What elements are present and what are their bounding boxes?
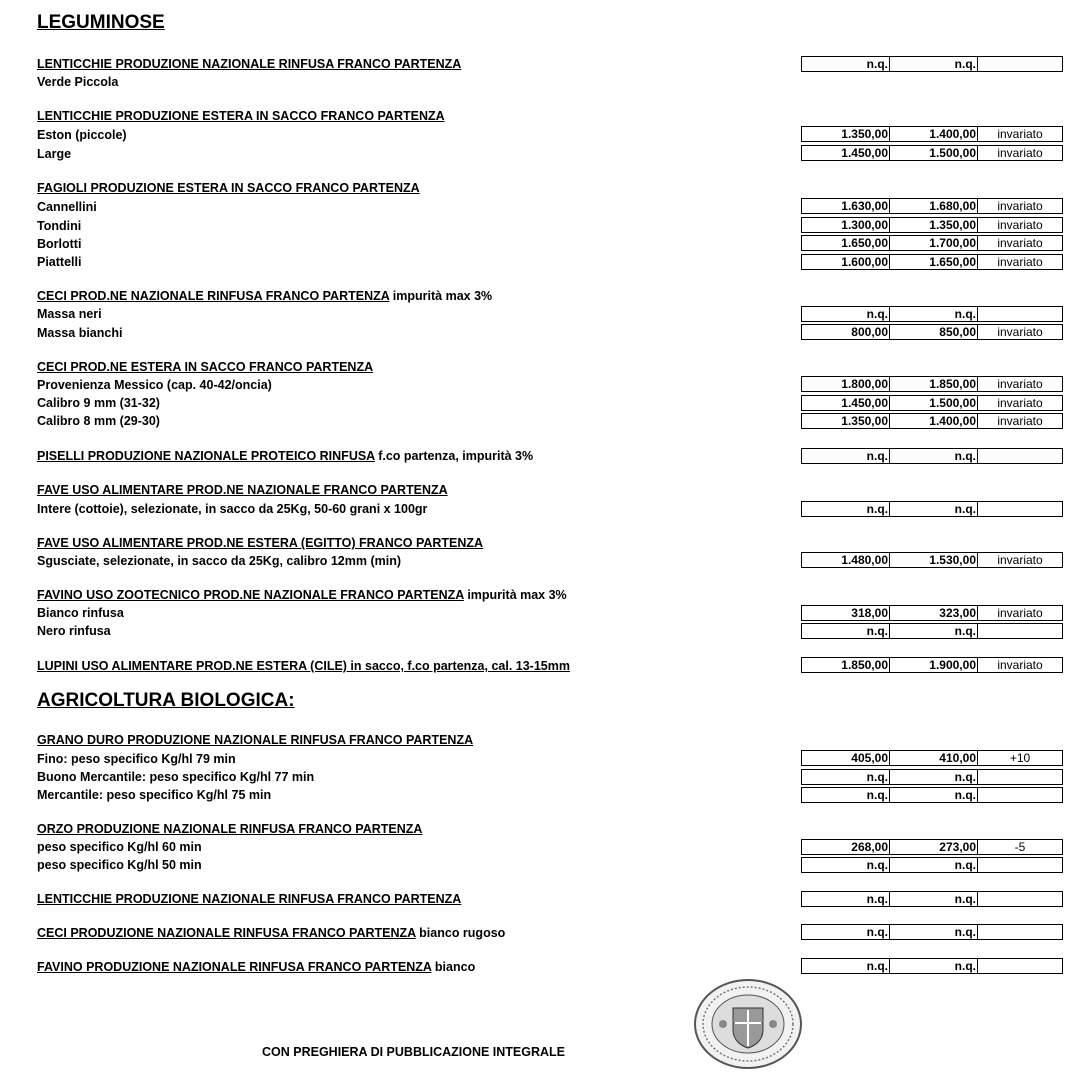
price-variation: invariato <box>997 255 1043 269</box>
price-row <box>801 145 1063 161</box>
price-row <box>801 235 1063 251</box>
section-title: LENTICCHIE PRODUZIONE NAZIONALE RINFUSA FRANCO PARTENZA <box>37 892 462 906</box>
footer-note: CON PREGHIERA DI PUBBLICAZIONE INTEGRALE <box>262 1045 566 1059</box>
row-label: Mercantile: peso specifico Kg/hl 75 min <box>37 788 272 802</box>
price-variation <box>978 858 1062 872</box>
section-title: CECI PRODUZIONE NAZIONALE RINFUSA FRANCO PARTENZA bianco rugoso <box>37 926 506 940</box>
price-variation: -5 <box>1014 840 1026 854</box>
price-min: 1.300,00 <box>802 218 890 232</box>
row-label: Verde Piccola <box>37 75 119 89</box>
price-max: 1.700,00 <box>890 236 978 250</box>
price-min: 1.480,00 <box>802 553 890 567</box>
section-title: LUPINI USO ALIMENTARE PROD.NE ESTERA (CILE) in sacco, f.co partenza, cal. 13-15mm <box>37 659 570 673</box>
price-variation: invariato <box>997 199 1043 213</box>
price-max: n.q. <box>890 57 978 71</box>
price-min: 1.650,00 <box>802 236 890 250</box>
price-min: n.q. <box>802 502 890 516</box>
price-row <box>801 891 1063 907</box>
price-row <box>801 413 1063 429</box>
price-max: 1.650,00 <box>890 255 978 269</box>
price-variation <box>978 502 1062 516</box>
price-max: n.q. <box>890 449 978 463</box>
price-variation <box>978 770 1062 784</box>
price-row <box>801 126 1063 142</box>
section-title: CECI PROD.NE ESTERA IN SACCO FRANCO PARTENZA <box>37 360 374 374</box>
price-row <box>801 198 1063 214</box>
section-title: CECI PROD.NE NAZIONALE RINFUSA FRANCO PARTENZA impurità max 3% <box>37 289 493 303</box>
price-max: n.q. <box>890 858 978 872</box>
price-row <box>801 376 1063 392</box>
price-variation: invariato <box>997 606 1043 620</box>
price-max: n.q. <box>890 624 978 638</box>
price-max: n.q. <box>890 788 978 802</box>
price-row <box>801 657 1063 673</box>
price-max: 1.400,00 <box>890 127 978 141</box>
row-label: Provenienza Messico (cap. 40-42/oncia) <box>37 378 272 392</box>
price-variation <box>978 307 1062 321</box>
section-title: LENTICCHIE PRODUZIONE NAZIONALE RINFUSA FRANCO PARTENZA <box>37 57 462 71</box>
price-row <box>801 448 1063 464</box>
price-min: n.q. <box>802 788 890 802</box>
row-label: Massa bianchi <box>37 326 123 340</box>
price-max: 323,00 <box>890 606 978 620</box>
price-row <box>801 623 1063 639</box>
price-variation <box>978 925 1062 939</box>
price-min: n.q. <box>802 892 890 906</box>
section-title: FAVE USO ALIMENTARE PROD.NE NAZIONALE FRANCO PARTENZA <box>37 483 448 497</box>
price-min: 318,00 <box>802 606 890 620</box>
row-label: peso specifico Kg/hl 60 min <box>37 840 202 854</box>
price-variation <box>978 892 1062 906</box>
price-max: n.q. <box>890 925 978 939</box>
price-max: 1.530,00 <box>890 553 978 567</box>
section-title: FAVINO USO ZOOTECNICO PROD.NE NAZIONALE FRANCO PARTENZA impurità max 3% <box>37 588 567 602</box>
price-min: n.q. <box>802 770 890 784</box>
price-variation: invariato <box>997 325 1043 339</box>
row-label: Intere (cottoie), selezionate, in sacco da 25Kg, 50-60 grani x 100gr <box>37 502 428 516</box>
price-min: 1.800,00 <box>802 377 890 391</box>
price-min: 405,00 <box>802 751 890 765</box>
price-row <box>801 787 1063 803</box>
price-row <box>801 254 1063 270</box>
price-min: 268,00 <box>802 840 890 854</box>
price-row <box>801 552 1063 568</box>
row-label: Cannellini <box>37 200 97 214</box>
price-min: n.q. <box>802 307 890 321</box>
row-label: Sgusciate, selezionate, in sacco da 25Kg, calibro 12mm (min) <box>37 554 402 568</box>
price-row <box>801 750 1063 766</box>
price-max: n.q. <box>890 770 978 784</box>
row-label: Calibro 9 mm (31-32) <box>37 396 160 410</box>
price-min: n.q. <box>802 925 890 939</box>
row-label: Borlotti <box>37 237 82 251</box>
price-row <box>801 769 1063 785</box>
price-max: 1.350,00 <box>890 218 978 232</box>
price-max: 850,00 <box>890 325 978 339</box>
price-max: 1.500,00 <box>890 396 978 410</box>
section-title: GRANO DURO PRODUZIONE NAZIONALE RINFUSA FRANCO PARTENZA <box>37 733 474 747</box>
price-min: 800,00 <box>802 325 890 339</box>
section-title: ORZO PRODUZIONE NAZIONALE RINFUSA FRANCO PARTENZA <box>37 822 423 836</box>
price-max: n.q. <box>890 307 978 321</box>
row-label: Nero rinfusa <box>37 624 111 638</box>
price-row <box>801 306 1063 322</box>
price-row <box>801 924 1063 940</box>
price-variation: invariato <box>997 396 1043 410</box>
row-label: Calibro 8 mm (29-30) <box>37 414 160 428</box>
price-min: 1.350,00 <box>802 127 890 141</box>
price-min: n.q. <box>802 57 890 71</box>
price-max: n.q. <box>890 502 978 516</box>
price-min: 1.600,00 <box>802 255 890 269</box>
row-label: peso specifico Kg/hl 50 min <box>37 858 202 872</box>
price-variation <box>978 959 1062 973</box>
page-title: LEGUMINOSE <box>37 12 165 33</box>
price-variation: invariato <box>997 146 1043 160</box>
section-title: FAVE USO ALIMENTARE PROD.NE ESTERA (EGITTO) FRANCO PARTENZA <box>37 536 484 550</box>
price-min: 1.350,00 <box>802 414 890 428</box>
section-title: PISELLI PRODUZIONE NAZIONALE PROTEICO RINFUSA f.co partenza, impurità 3% <box>37 449 534 463</box>
price-max: 1.400,00 <box>890 414 978 428</box>
price-max: 1.500,00 <box>890 146 978 160</box>
price-max: 1.900,00 <box>890 658 978 672</box>
price-max: 1.680,00 <box>890 199 978 213</box>
price-max: 273,00 <box>890 840 978 854</box>
price-min: 1.850,00 <box>802 658 890 672</box>
price-variation: invariato <box>997 377 1043 391</box>
section-title: FAGIOLI PRODUZIONE ESTERA IN SACCO FRANCO PARTENZA <box>37 181 420 195</box>
section-title: FAVINO PRODUZIONE NAZIONALE RINFUSA FRANCO PARTENZA bianco <box>37 960 476 974</box>
price-row <box>801 839 1063 855</box>
price-min: n.q. <box>802 624 890 638</box>
chamber-of-commerce-seal-icon <box>693 978 803 1075</box>
price-row <box>801 501 1063 517</box>
price-min: n.q. <box>802 449 890 463</box>
price-min: n.q. <box>802 959 890 973</box>
price-variation <box>978 57 1062 71</box>
price-min: 1.630,00 <box>802 199 890 213</box>
price-variation: invariato <box>997 658 1043 672</box>
price-variation: invariato <box>997 218 1043 232</box>
price-variation: invariato <box>997 236 1043 250</box>
row-label: Fino: peso specifico Kg/hl 79 min <box>37 752 236 766</box>
row-label: Bianco rinfusa <box>37 606 124 620</box>
row-label: Buono Mercantile: peso specifico Kg/hl 77 min <box>37 770 315 784</box>
price-row <box>801 324 1063 340</box>
row-label: Tondini <box>37 219 82 233</box>
price-max: 410,00 <box>890 751 978 765</box>
price-variation: invariato <box>997 553 1043 567</box>
price-row <box>801 958 1063 974</box>
price-variation <box>978 624 1062 638</box>
row-label: Large <box>37 147 72 161</box>
bio-title: AGRICOLTURA BIOLOGICA: <box>37 690 295 711</box>
price-max: n.q. <box>890 959 978 973</box>
price-row <box>801 56 1063 72</box>
price-variation <box>978 449 1062 463</box>
price-min: n.q. <box>802 858 890 872</box>
price-variation: invariato <box>997 127 1043 141</box>
row-label: Eston (piccole) <box>37 128 127 142</box>
price-row <box>801 605 1063 621</box>
price-variation: invariato <box>997 414 1043 428</box>
price-row <box>801 395 1063 411</box>
price-min: 1.450,00 <box>802 146 890 160</box>
price-variation: +10 <box>1009 751 1031 765</box>
section-title: LENTICCHIE PRODUZIONE ESTERA IN SACCO FRANCO PARTENZA <box>37 109 445 123</box>
row-label: Massa neri <box>37 307 102 321</box>
price-min: 1.450,00 <box>802 396 890 410</box>
price-variation <box>978 788 1062 802</box>
price-max: 1.850,00 <box>890 377 978 391</box>
price-row <box>801 857 1063 873</box>
price-row <box>801 217 1063 233</box>
row-label: Piattelli <box>37 255 82 269</box>
price-max: n.q. <box>890 892 978 906</box>
